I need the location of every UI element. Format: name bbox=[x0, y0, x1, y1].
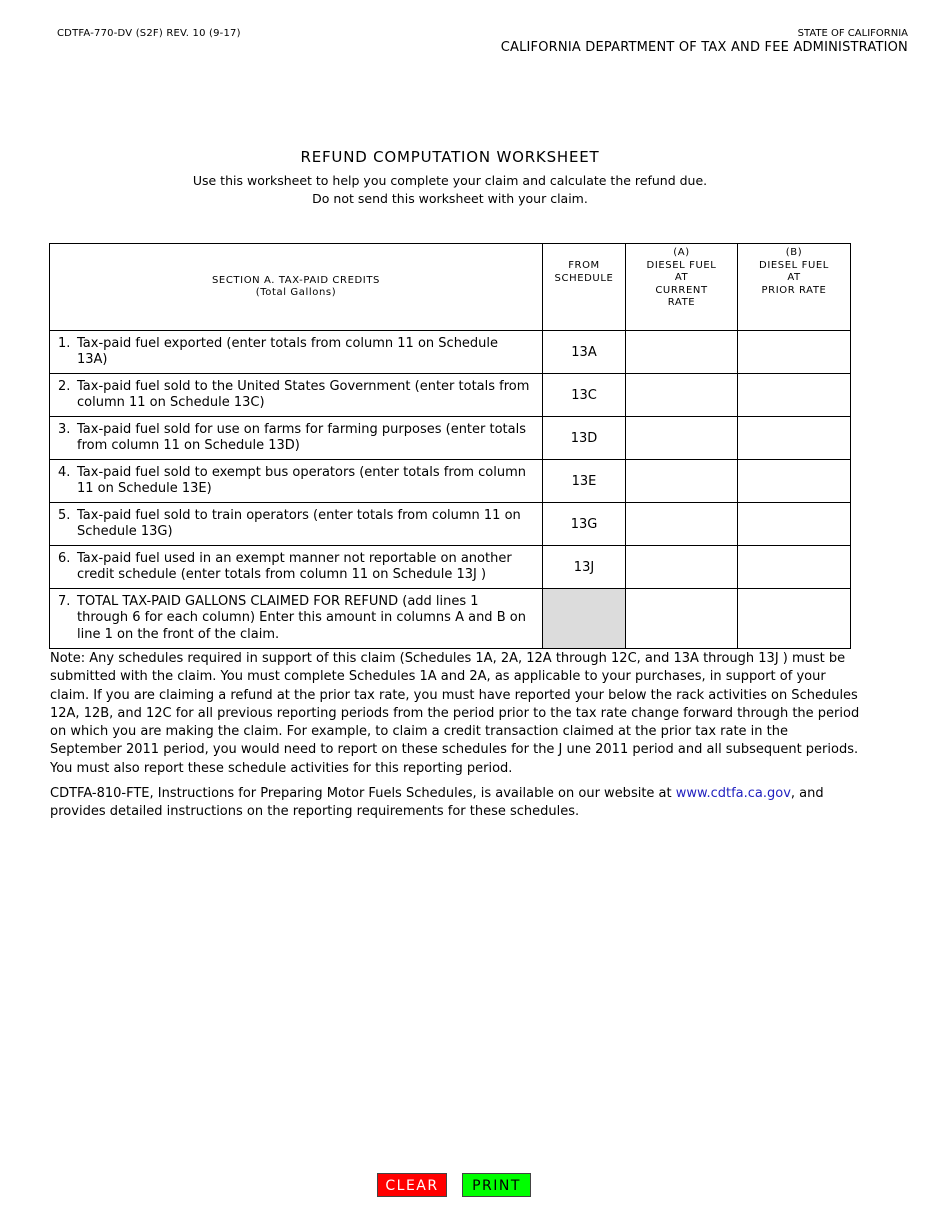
header-col-b-line4: PRIOR RATE bbox=[761, 284, 827, 296]
header-col-b bbox=[738, 244, 851, 331]
line-description bbox=[50, 460, 543, 503]
line-text: Tax-paid fuel sold to the United States Government (enter totals from column 11 on Schedule 13C) bbox=[77, 378, 530, 410]
line-number: 3. bbox=[58, 421, 71, 437]
line-text: Tax-paid fuel sold to train operators (enter totals from column 11 on Schedule 13G) bbox=[77, 507, 521, 539]
table-row bbox=[50, 331, 851, 374]
line-description bbox=[50, 417, 543, 460]
clear-button[interactable]: CLEAR bbox=[377, 1173, 447, 1197]
line2-col-b-input[interactable] bbox=[738, 374, 851, 417]
form-number: CDTFA-770-DV (S2F) REV. 10 (9-17) bbox=[57, 28, 241, 39]
line5-col-a-input[interactable] bbox=[626, 503, 738, 546]
header-col-a bbox=[626, 244, 738, 331]
schedule-cell: 13G bbox=[543, 503, 626, 546]
schedule-cell: 13E bbox=[543, 460, 626, 503]
line4-col-a-input[interactable] bbox=[626, 460, 738, 503]
line-number: 5. bbox=[58, 507, 71, 523]
line1-col-b-input[interactable] bbox=[738, 331, 851, 374]
header-section bbox=[50, 244, 543, 331]
header-col-b-line1: (B) bbox=[785, 247, 803, 258]
line-description bbox=[50, 374, 543, 417]
header-col-a-line4: CURRENT bbox=[655, 284, 708, 296]
table-row bbox=[50, 503, 851, 546]
refund-worksheet-table bbox=[49, 243, 851, 649]
header-col-a-line3: AT bbox=[674, 272, 689, 283]
table-row bbox=[50, 417, 851, 460]
header-col-b-line3: AT bbox=[787, 272, 801, 283]
line6-col-b-input[interactable] bbox=[738, 546, 851, 589]
subtitle-instructions: Use this worksheet to help you complete your claim and calculate the refund due. bbox=[192, 173, 708, 188]
header-col-b-line2: DIESEL FUEL bbox=[759, 259, 829, 271]
line-text: Tax-paid fuel sold for use on farms for farming purposes (enter totals from column 11 on Schedule 13D) bbox=[77, 421, 527, 453]
line-description bbox=[50, 331, 543, 374]
table-row-total bbox=[50, 589, 851, 649]
line1-col-a-input[interactable] bbox=[626, 331, 738, 374]
header-schedule-line2: SCHEDULE bbox=[554, 272, 614, 284]
header-section-sublabel: (Total Gallons) bbox=[255, 287, 337, 298]
table-row bbox=[50, 546, 851, 589]
header-col-a-line2: DIESEL FUEL bbox=[646, 259, 717, 271]
print-button[interactable]: PRINT bbox=[462, 1173, 531, 1197]
header-col-a-line1: (A) bbox=[673, 247, 690, 258]
line-text: Tax-paid fuel used in an exempt manner not reportable on another credit schedule (enter totals from column 11 on Schedule 13J ) bbox=[77, 550, 512, 582]
line-number: 1. bbox=[58, 335, 71, 351]
website-link[interactable]: www.cdtfa.ca.gov bbox=[675, 786, 791, 801]
line3-col-b-input[interactable] bbox=[738, 417, 851, 460]
table-row bbox=[50, 374, 851, 417]
line-text: TOTAL TAX-PAID GALLONS CLAIMED FOR REFUND (add lines 1 through 6 for each column) Enter this amount in columns A and B on line 1 on the front of the claim. bbox=[77, 593, 526, 642]
schedule-cell: 13D bbox=[543, 417, 626, 460]
line-description bbox=[50, 589, 543, 649]
note-paragraph: Note: Any schedules required in support of this claim (Schedules 1A, 2A, 12A through 12C, and 13A through 13J ) must be submitted with the claim. You must complete Schedules 1A and 2A, as applicable to your purchases, in support of your claim. If you are claiming a refund at the prior tax rate, you must have reported your below the rack activities on Schedules 12A, 12B, and 12C for all previous reporting periods from the period prior to the tax rate change forward through the period on which you are making the claim. For example, to claim a credit transaction claimed at the prior tax rate in the September 2011 period, you would need to report on these schedules for the J une 2011 period and all subsequent periods. You must also report these schedule activities for this reporting period. bbox=[50, 651, 860, 776]
line7-col-b-input[interactable] bbox=[738, 589, 851, 649]
header-section-label: SECTION A. TAX-PAID CREDITS bbox=[211, 274, 380, 286]
line3-col-a-input[interactable] bbox=[626, 417, 738, 460]
page-title: REFUND COMPUTATION WORKSHEET bbox=[300, 148, 600, 166]
line-number: 2. bbox=[58, 378, 71, 394]
schedule-cell: 13C bbox=[543, 374, 626, 417]
line-text: Tax-paid fuel exported (enter totals from column 11 on Schedule 13A) bbox=[77, 335, 499, 367]
line-number: 4. bbox=[58, 464, 71, 480]
line-number: 7. bbox=[58, 593, 71, 609]
agency-name: CALIFORNIA DEPARTMENT OF TAX AND FEE ADMINISTRATION bbox=[500, 40, 908, 55]
instructions-text-before: CDTFA-810-FTE, Instructions for Preparing Motor Fuels Schedules, is available on our website at bbox=[50, 786, 676, 801]
line-description bbox=[50, 503, 543, 546]
line-text: Tax-paid fuel sold to exempt bus operators (enter totals from column 11 on Schedule 13E) bbox=[77, 464, 526, 496]
state-label: STATE OF CALIFORNIA bbox=[797, 28, 908, 39]
line-number: 6. bbox=[58, 550, 71, 566]
instructions-paragraph bbox=[50, 785, 860, 822]
subtitle-warning: Do not send this worksheet with your claim. bbox=[312, 191, 588, 206]
instructions-text-after: , and provides detailed instructions on the reporting requirements for these schedules. bbox=[50, 786, 824, 820]
header-schedule bbox=[543, 244, 626, 331]
header-col-a-line5: RATE bbox=[667, 297, 696, 308]
header-schedule-line1: FROM bbox=[568, 260, 600, 271]
schedule-cell: 13A bbox=[543, 331, 626, 374]
table-header-row bbox=[50, 244, 851, 331]
table-row bbox=[50, 460, 851, 503]
line6-col-a-input[interactable] bbox=[626, 546, 738, 589]
line-description bbox=[50, 546, 543, 589]
line2-col-a-input[interactable] bbox=[626, 374, 738, 417]
line4-col-b-input[interactable] bbox=[738, 460, 851, 503]
schedule-cell: 13J bbox=[543, 546, 626, 589]
line5-col-b-input[interactable] bbox=[738, 503, 851, 546]
schedule-cell-shaded bbox=[543, 589, 626, 649]
line7-col-a-input[interactable] bbox=[626, 589, 738, 649]
